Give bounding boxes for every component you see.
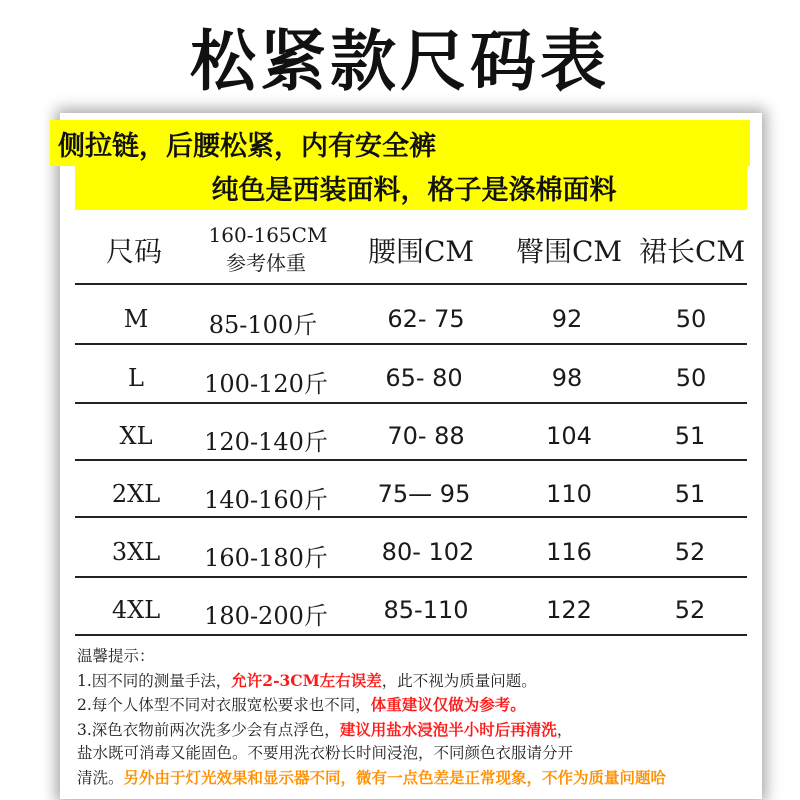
row-l-waist: 65- 80 — [385, 364, 463, 392]
table-divider — [75, 402, 747, 404]
row-l-weight: 100-120斤 — [204, 370, 328, 398]
row-m-waist: 62- 75 — [387, 305, 465, 333]
row-2xl-weight: 140-160斤 — [204, 486, 328, 514]
tip-1-text: 1.因不同的测量手法， — [77, 671, 232, 690]
tip-1-text-end: ，此不视为质量问题。 — [381, 671, 537, 690]
table-divider — [75, 343, 747, 345]
header-waist: 腰围CM — [367, 235, 475, 268]
row-3xl-weight: 160-180斤 — [204, 544, 328, 572]
header-weight-range: 160-165CM — [208, 223, 328, 247]
product-note-2: 纯色是西装面料，格子是涤棉面料 — [211, 175, 617, 206]
row-l-size: L — [128, 364, 144, 392]
tip-3 — [77, 718, 757, 743]
tip-1-highlight: 允许2-3CM左右误差 — [231, 670, 382, 690]
row-m-length: 50 — [675, 305, 707, 333]
tips-section — [77, 645, 757, 791]
row-4xl-waist: 85-110 — [383, 596, 469, 624]
row-l-length: 50 — [675, 364, 707, 392]
row-m-hip: 92 — [551, 305, 583, 333]
product-note-1: 侧拉链，后腰松紧，内有安全裤 — [58, 131, 436, 162]
row-m-size: M — [123, 305, 149, 333]
row-xl-hip: 104 — [546, 422, 592, 450]
tip-2-highlight: 体重建议仅做为参考。 — [370, 695, 526, 715]
row-xl-size: XL — [119, 422, 153, 450]
row-3xl-waist: 80- 102 — [381, 538, 475, 566]
tip-3-continued: 盐水既可消毒又能固色。不要用洗衣粉长时间浸泡，不同颜色衣服请分开 — [77, 744, 574, 763]
tip-3-highlight: 建议用盐水浸泡半小时后再清洗 — [339, 719, 557, 739]
tip-3-text: 3.深色衣物前两次洗多少会有点浮色， — [77, 720, 340, 739]
tip-2 — [77, 693, 757, 718]
row-3xl-length: 52 — [674, 538, 706, 566]
row-4xl-weight: 180-200斤 — [204, 602, 328, 630]
row-m-weight: 85-100斤 — [208, 311, 318, 339]
row-2xl-hip: 110 — [546, 480, 592, 508]
row-3xl-hip: 116 — [546, 538, 592, 566]
page-title: 松紧款尺码表 — [190, 23, 610, 100]
row-xl-waist: 70- 88 — [387, 422, 465, 450]
table-divider — [75, 576, 747, 578]
table-divider — [75, 283, 747, 285]
table-divider — [75, 459, 747, 461]
table-divider — [75, 516, 747, 518]
header-weight-label: 参考体重 — [226, 251, 306, 275]
tip-1 — [77, 669, 757, 694]
row-3xl-size: 3XL — [111, 538, 161, 566]
tips-heading: 温馨提示： — [77, 647, 155, 665]
tip-3-text-end: ， — [556, 720, 573, 739]
color-difference-note: 另外由于灯光效果和显示器不同，微有一点色差是正常现象，不作为质量问题哈 — [123, 767, 667, 787]
row-4xl-hip: 122 — [546, 596, 592, 624]
row-2xl-size: 2XL — [111, 480, 161, 508]
row-2xl-waist: 75— 95 — [377, 480, 471, 508]
tip-3-end — [77, 766, 757, 791]
row-4xl-size: 4XL — [111, 596, 161, 624]
table-divider — [75, 634, 747, 636]
header-length: 裙长CM — [638, 235, 746, 268]
row-2xl-length: 51 — [674, 480, 706, 508]
tip-3-end-text: 清洗。 — [77, 768, 124, 787]
header-size: 尺码 — [105, 235, 163, 268]
tip-2-text: 2.每个人体型不同对衣服宽松要求也不同， — [77, 696, 371, 715]
row-l-hip: 98 — [551, 364, 583, 392]
row-xl-length: 51 — [674, 422, 706, 450]
header-hip: 臀围CM — [515, 235, 623, 268]
row-4xl-length: 52 — [674, 596, 706, 624]
row-xl-weight: 120-140斤 — [204, 428, 328, 456]
